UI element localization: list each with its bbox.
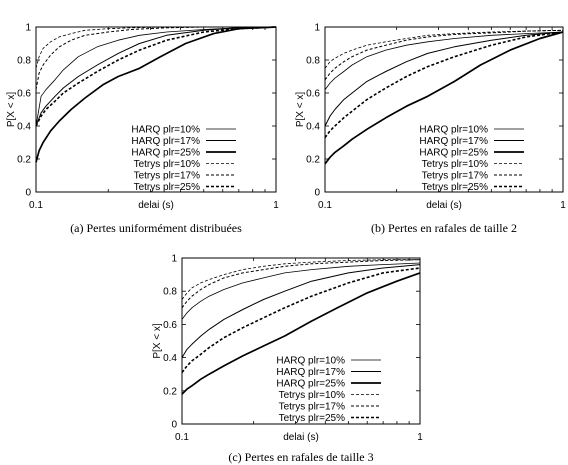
y-tick-label: 0.6 xyxy=(306,88,320,100)
y-tick-label: 0.4 xyxy=(306,121,320,133)
legend xyxy=(131,125,236,194)
y-tick-label: 0.8 xyxy=(17,55,31,67)
y-tick-label: 0.4 xyxy=(163,353,177,365)
legend-label: Tetrys plr=10% xyxy=(133,159,200,170)
x-tick-label: 0.1 xyxy=(318,200,332,211)
x-tick-label: 1 xyxy=(560,200,566,211)
series-line-2 xyxy=(325,32,563,126)
legend xyxy=(419,125,524,194)
y-tick-label: 0.2 xyxy=(306,154,320,166)
y-tick-label: 0.2 xyxy=(163,386,177,398)
legend-label: Tetrys plr=25% xyxy=(278,413,345,424)
chart-panel-2 xyxy=(295,23,566,236)
legend-label: Tetrys plr=25% xyxy=(421,182,488,193)
legend-label: HARQ plr=17% xyxy=(419,136,488,147)
legend-label: Tetrys plr=10% xyxy=(421,159,488,170)
y-tick-label: 0.6 xyxy=(17,88,31,100)
series-line-2 xyxy=(36,27,276,126)
panel-caption: (a) Pertes uniformément distribuées xyxy=(70,221,242,235)
y-tick-label: 0 xyxy=(25,187,31,199)
legend xyxy=(276,356,381,425)
legend-label: HARQ plr=25% xyxy=(276,378,345,390)
series-line-4 xyxy=(182,260,420,300)
legend-label: HARQ plr=17% xyxy=(131,136,200,147)
legend-label: Tetrys plr=17% xyxy=(133,170,200,182)
y-tick-label: 0 xyxy=(171,419,177,431)
x-tick-label: 0.1 xyxy=(175,432,189,443)
x-tick-label: 0.1 xyxy=(29,200,43,211)
x-axis-label: delai (s) xyxy=(138,200,174,211)
legend-label: Tetrys plr=17% xyxy=(421,170,488,182)
y-tick-label: 1 xyxy=(171,253,177,265)
y-tick-label: 0 xyxy=(314,187,320,199)
x-tick-label: 1 xyxy=(273,200,279,211)
legend-label: HARQ plr=17% xyxy=(276,367,345,378)
chart-panel-1 xyxy=(6,23,279,236)
y-axis-label: P[X < x] xyxy=(152,323,163,359)
y-tick-label: 0.8 xyxy=(306,55,320,67)
legend-label: HARQ plr=10% xyxy=(131,124,200,136)
legend-label: Tetrys plr=10% xyxy=(278,390,345,401)
y-tick-label: 0.2 xyxy=(17,154,31,166)
x-axis-label: delai (s) xyxy=(283,432,319,443)
y-tick-label: 0.6 xyxy=(163,319,177,331)
legend-label: Tetrys plr=17% xyxy=(278,401,345,413)
series-line-1 xyxy=(325,32,563,90)
series-line-5 xyxy=(325,30,563,80)
legend-label: HARQ plr=25% xyxy=(131,147,200,159)
legend-label: HARQ plr=25% xyxy=(419,147,488,159)
panel-caption: (b) Pertes en rafales de taille 2 xyxy=(371,221,517,235)
panel-caption: (c) Pertes en rafales de taille 3 xyxy=(228,450,374,464)
series-line-6 xyxy=(325,32,563,138)
series-line-1 xyxy=(182,263,420,319)
x-tick-label: 1 xyxy=(417,432,423,443)
series-line-2 xyxy=(182,265,420,358)
legend-label: HARQ plr=10% xyxy=(419,124,488,136)
y-tick-label: 0.4 xyxy=(17,121,31,133)
y-axis-label: P[X < x] xyxy=(6,91,17,128)
y-tick-label: 1 xyxy=(25,22,31,34)
series-line-1 xyxy=(36,27,276,126)
series-line-6 xyxy=(36,27,276,126)
x-axis-label: delai (s) xyxy=(426,200,462,211)
y-axis-label: P[X < x] xyxy=(295,91,306,128)
chart-panel-3 xyxy=(152,254,423,465)
y-tick-label: 0.8 xyxy=(163,286,177,298)
legend-label: Tetrys plr=25% xyxy=(133,182,200,193)
legend-label: HARQ plr=10% xyxy=(276,355,345,367)
y-tick-label: 1 xyxy=(314,22,320,34)
